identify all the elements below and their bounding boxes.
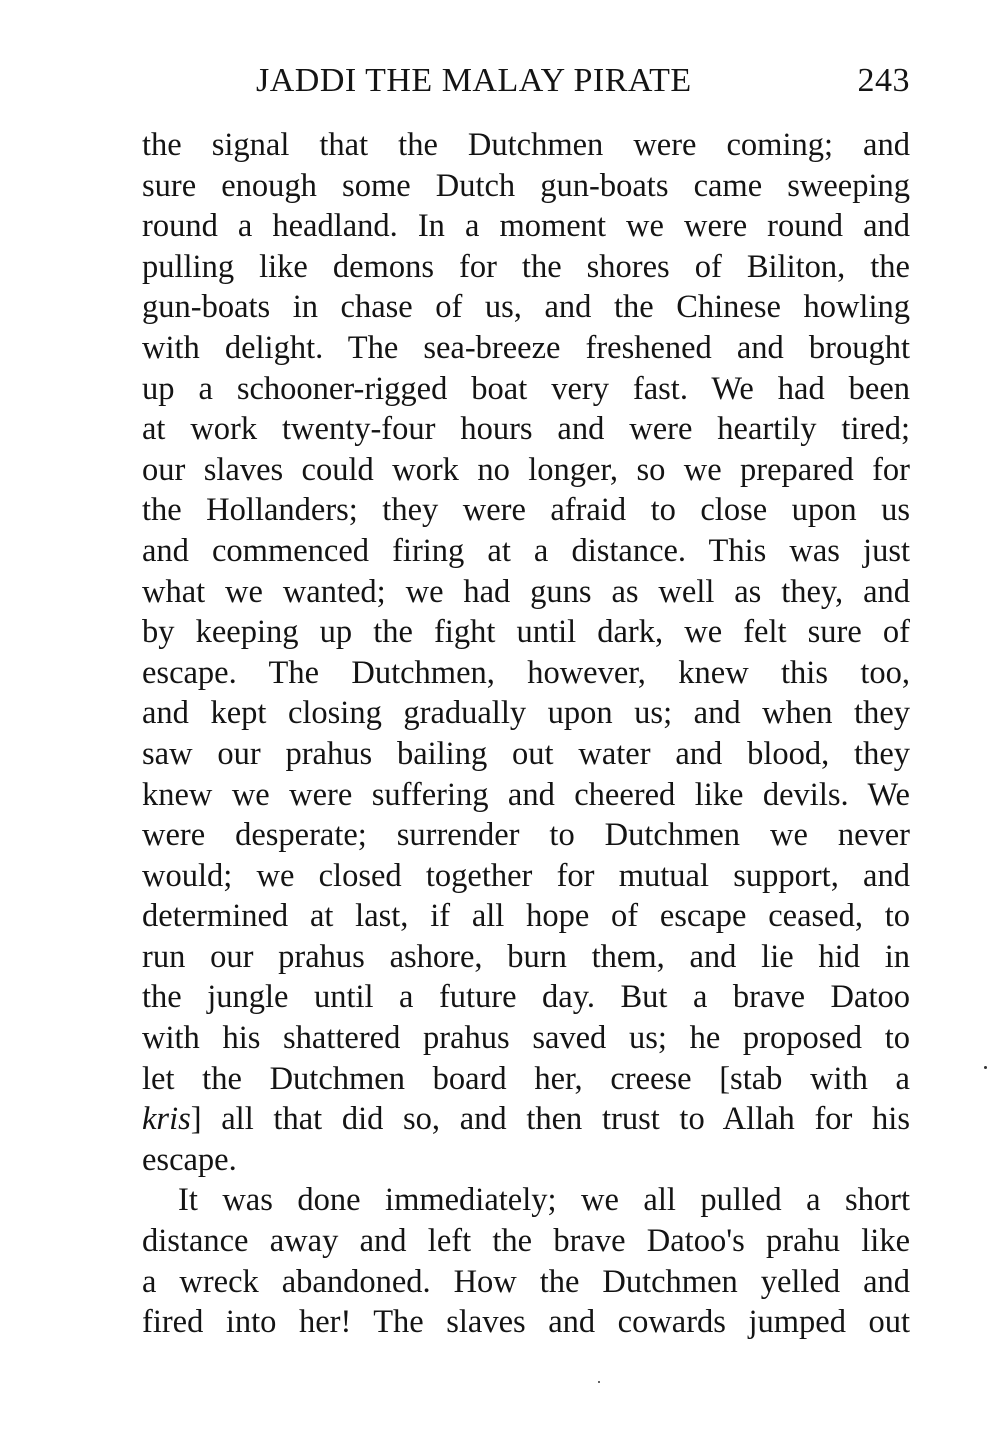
text-line: the signal that the Dutchmen were coming; and xyxy=(142,127,910,163)
text-line: knew we were suffering and cheered like devils. We xyxy=(142,776,910,813)
italic-word: kris xyxy=(142,1101,191,1138)
text-line: up a schooner-rigged boat very fast. We had been xyxy=(142,370,910,407)
text-line: were desperate; surrender to Dutchmen we never xyxy=(142,817,910,854)
text-line: gun-boats in chase of us, and the Chinese howling xyxy=(142,289,910,326)
text-line: round a headland. In a moment we were round and xyxy=(142,208,910,245)
scan-speck xyxy=(598,1381,600,1383)
text-line: with his shattered prahus saved us; he proposed to xyxy=(142,1020,910,1057)
text-line: what we wanted; we had guns as well as they, and xyxy=(142,573,910,610)
page-number: 243 xyxy=(857,62,910,99)
paragraph-2 xyxy=(142,1180,910,1342)
text-line: run our prahus ashore, burn them, and lie hid in xyxy=(142,938,910,975)
text-line: sure enough some Dutch gun-boats came sweeping xyxy=(142,167,910,204)
running-title: JADDI THE MALAY PIRATE xyxy=(256,62,692,99)
text-line: and kept closing gradually upon us; and when they xyxy=(142,695,910,732)
text-line: escape. The Dutchmen, however, knew this too, xyxy=(142,654,910,691)
running-head xyxy=(256,56,910,106)
text-line: our slaves could work no longer, so we prepared for xyxy=(142,451,910,488)
text-line: fired into her! The slaves and cowards jumped out xyxy=(142,1304,910,1341)
body-text xyxy=(142,125,910,1343)
text-line: escape. xyxy=(142,1141,237,1178)
text-line: saw our prahus bailing out water and blood, they xyxy=(142,735,910,772)
text-line: would; we closed together for mutual support, and xyxy=(142,857,910,894)
text-line: let the Dutchmen board her, creese [stab with a xyxy=(142,1060,910,1097)
text-line-rest: ] all that did so, and then trust to Allah for his xyxy=(190,1101,910,1138)
text-line: by keeping up the fight until dark, we felt sure of xyxy=(142,614,910,651)
text-line: It was done immediately; we all pulled a short xyxy=(178,1182,910,1219)
scan-speck xyxy=(984,1066,987,1069)
text-line: at work twenty-four hours and were heartily tired; xyxy=(142,411,910,448)
text-line: pulling like demons for the shores of Biliton, the xyxy=(142,248,910,285)
text-line: a wreck abandoned. How the Dutchmen yelled and xyxy=(142,1263,910,1300)
text-line: determined at last, if all hope of escape ceased, to xyxy=(142,898,910,935)
text-line: the Hollanders; they were afraid to close upon us xyxy=(142,492,910,529)
paragraph-1 xyxy=(142,125,910,1180)
text-line: the jungle until a future day. But a brave Datoo xyxy=(142,979,910,1016)
text-line: with delight. The sea-breeze freshened and brought xyxy=(142,329,910,366)
text-line xyxy=(142,1099,910,1140)
text-line: distance away and left the brave Datoo's prahu like xyxy=(142,1223,910,1260)
text-line: and commenced firing at a distance. This was just xyxy=(142,532,910,569)
